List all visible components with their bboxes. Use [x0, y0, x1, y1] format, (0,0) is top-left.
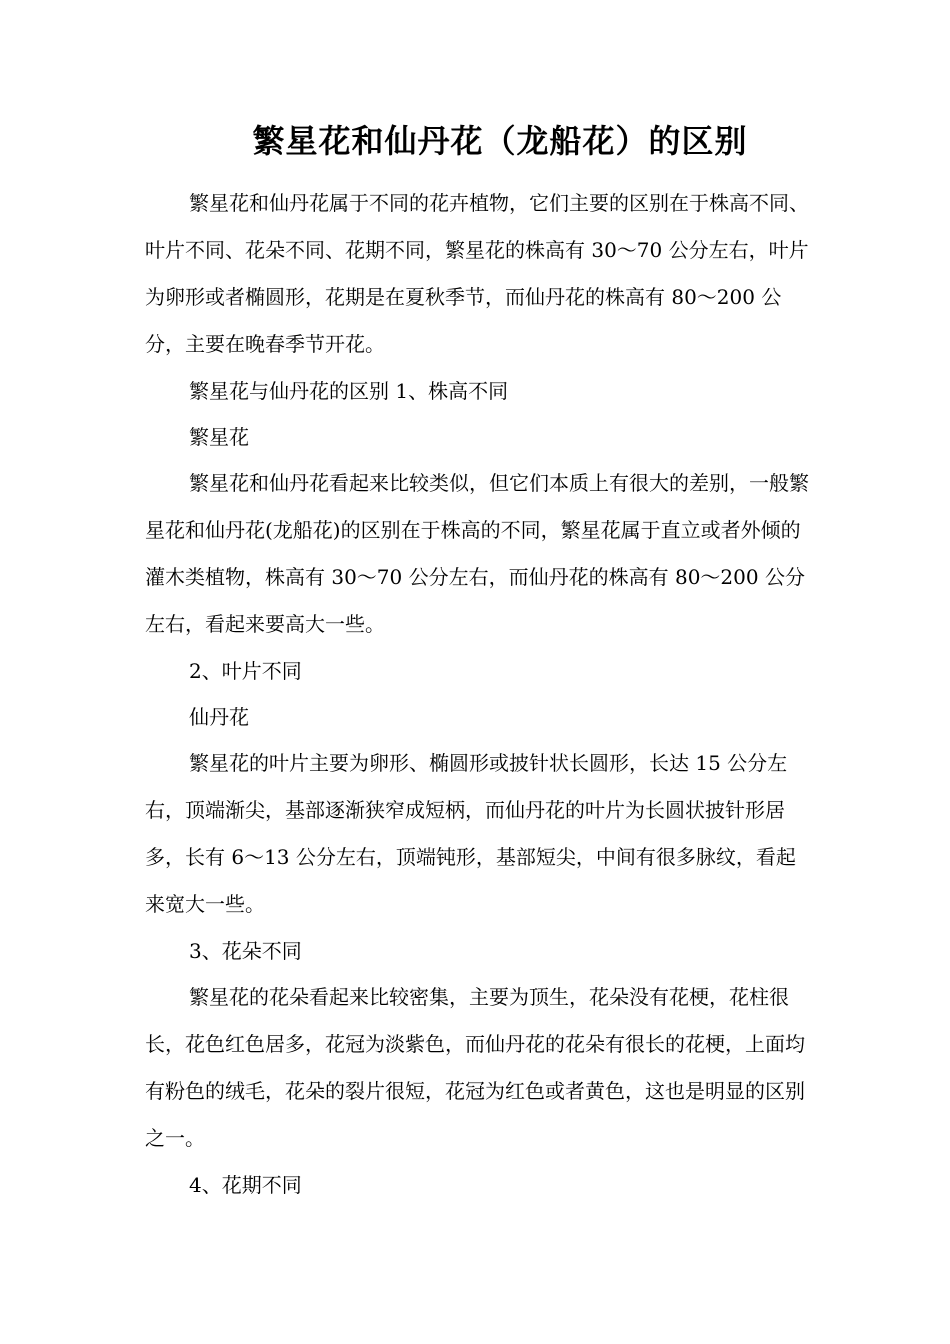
section-heading-flowers: 3、花朵不同	[189, 939, 302, 963]
section-heading-leaves: 2、叶片不同	[189, 659, 302, 683]
section-heading-bloom: 4、花期不同	[189, 1173, 302, 1197]
subheading-xiandanhua: 仙丹花	[189, 705, 249, 729]
paragraph-leaves: 繁星花的叶片主要为卵形、椭圆形或披针状长圆形，长达 15 公分左右，顶端渐尖，基部逐渐狭窄成短柄，而仙丹花的叶片为长圆状披针形居多，长有 6～13 公分左右，顶端钝形，基部短尖，中间有很多脉纹，看起来宽大一些。	[145, 751, 796, 916]
paragraph-intro: 繁星花和仙丹花属于不同的花卉植物，它们主要的区别在于株高不同、叶片不同、花朵不同、花期不同，繁星花的株高有 30～70 公分左右，叶片为卵形或者椭圆形，花期是在夏秋季节，而仙丹花的株高有 80～200 公分，主要在晚春季节开花。	[145, 191, 809, 356]
subheading-fanxinghua: 繁星花	[189, 425, 249, 449]
paragraph-height: 繁星花和仙丹花看起来比较类似，但它们本质上有很大的差别，一般繁星花和仙丹花(龙船花)的区别在于株高的不同，繁星花属于直立或者外倾的灌木类植物，株高有 30～70 公分左右，而仙丹花的株高有 80～200 公分左右，看起来要高大一些。	[145, 471, 809, 636]
document-body	[145, 180, 815, 1208]
document-title: 繁星花和仙丹花（龙船花）的区别	[252, 122, 748, 160]
paragraph-flowers: 繁星花的花朵看起来比较密集，主要为顶生，花朵没有花梗，花柱很长，花色红色居多，花冠为淡紫色，而仙丹花的花朵有很长的花梗，上面均有粉色的绒毛，花朵的裂片很短，花冠为红色或者黄色，这也是明显的区别之一。	[145, 985, 805, 1150]
section-heading-height: 繁星花与仙丹花的区别 1、株高不同	[189, 379, 509, 403]
